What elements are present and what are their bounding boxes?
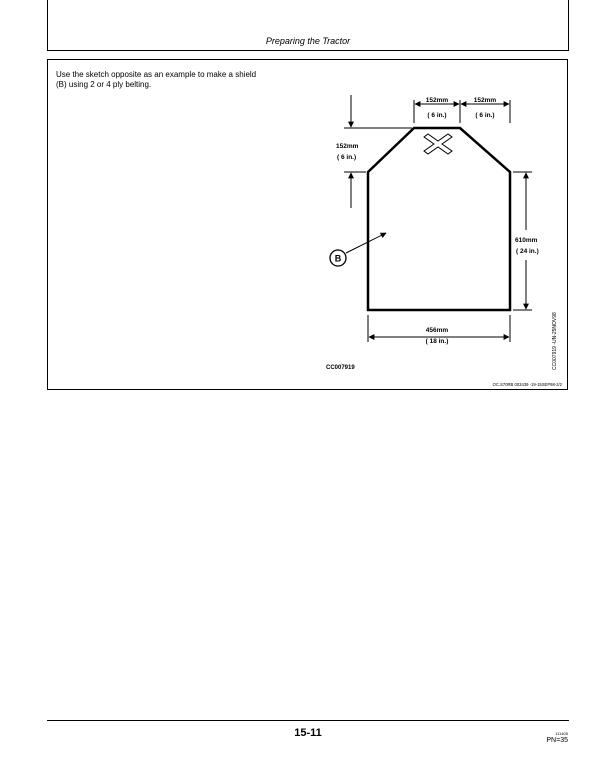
instruction-line-2: (B) using 2 or 4 ply belting. xyxy=(56,80,152,89)
callout-leader xyxy=(346,233,386,253)
cross-mark xyxy=(424,134,452,154)
dim-top-left-in: ( 6 in.) xyxy=(427,112,447,119)
dim-top-left: 152mm xyxy=(425,97,449,104)
dim-top-right: 152mm xyxy=(473,97,497,104)
dim-top-right-in: ( 6 in.) xyxy=(475,112,495,119)
vertical-code: CC007919 -UN-25NOV98 xyxy=(552,312,558,370)
header-rule-bottom xyxy=(47,50,569,51)
page-number: 15-11 xyxy=(294,727,322,739)
instruction-line-1: Use the sketch opposite as an example to make a shield xyxy=(56,70,257,79)
pn-code: PN=35 xyxy=(546,737,568,744)
dim-side: 152mm xyxy=(336,143,359,150)
dim-height-in: ( 24 in.) xyxy=(516,248,539,255)
running-title: Preparing the Tractor xyxy=(265,36,351,46)
figure-id: CC007919 xyxy=(326,365,355,371)
date-code: 111405 xyxy=(555,731,568,736)
dim-height: 610mm xyxy=(515,237,538,244)
dim-width-in: ( 18 in.) xyxy=(425,338,449,345)
footer-rule xyxy=(47,720,569,721)
dim-width: 456mm xyxy=(425,327,449,334)
shield-sketch xyxy=(300,90,568,390)
instruction-text xyxy=(56,70,326,90)
shield-outline xyxy=(368,128,510,310)
side-dimension xyxy=(344,95,412,208)
figure-reference: OC.S70RB 003439 -19-15SEP98-2/2 xyxy=(492,382,562,387)
dim-side-in: ( 6 in.) xyxy=(337,154,357,161)
callout-label: B xyxy=(334,253,342,264)
